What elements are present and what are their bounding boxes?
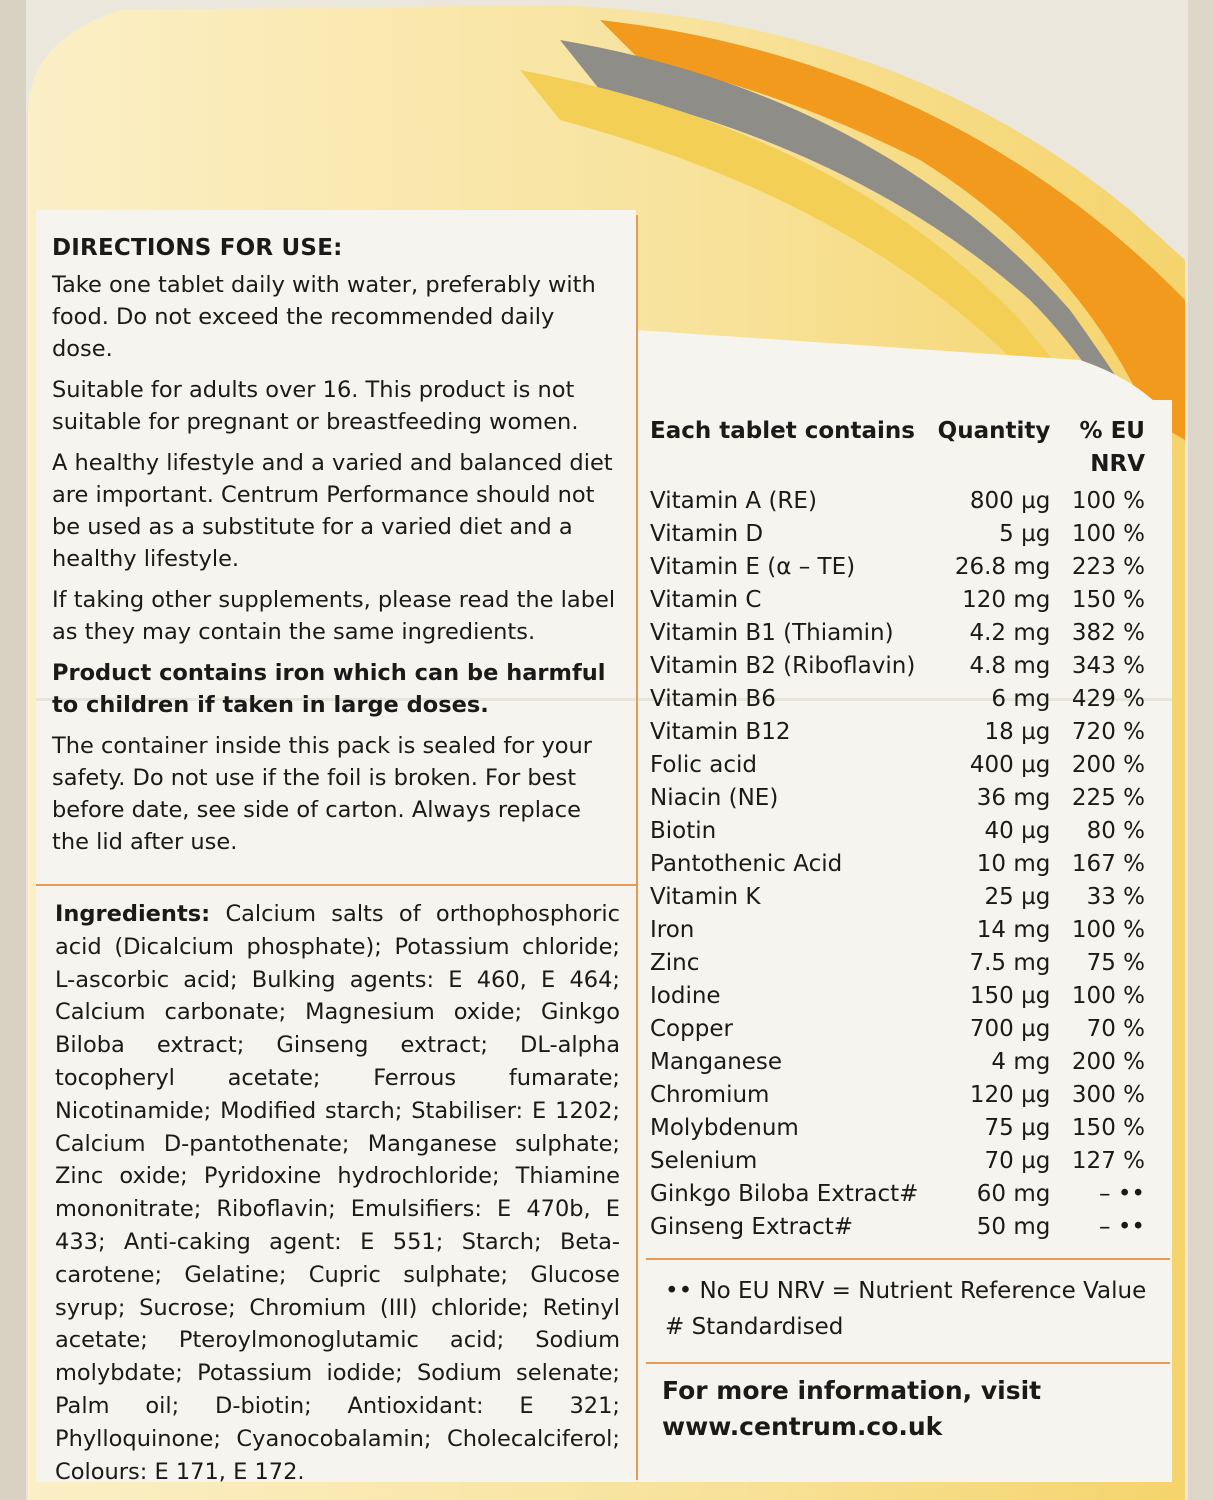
nutrient-name: Selenium	[650, 1148, 758, 1174]
table-row	[650, 1112, 1145, 1145]
table-row	[650, 848, 1145, 881]
table-row	[650, 914, 1145, 947]
nutrient-nrv: 75 %	[1086, 950, 1145, 976]
nutrient-nrv: 223 %	[1071, 554, 1145, 580]
ingredients-label: Ingredients:	[55, 901, 211, 927]
table-row	[650, 485, 1145, 518]
nutrient-nrv: 100 %	[1071, 917, 1145, 943]
nutrient-nrv: 225 %	[1071, 785, 1145, 811]
table-row	[650, 617, 1145, 650]
nutrient-nrv: 167 %	[1071, 851, 1145, 877]
footnote-standardised: # Standardised	[665, 1314, 844, 1340]
table-row	[650, 551, 1145, 584]
nutrition-header-row	[650, 415, 1145, 485]
nutrient-quantity: 26.8 mg	[954, 554, 1051, 580]
nutrient-quantity: 25 µg	[984, 884, 1051, 910]
nutrient-nrv: 100 %	[1071, 983, 1145, 1009]
directions-paragraph: Take one tablet daily with water, preferably with food. Do not exceed the recommended daily dose.	[52, 272, 596, 362]
nutrient-quantity: 14 mg	[976, 917, 1051, 943]
header-name: Each tablet contains	[650, 418, 915, 444]
table-row	[650, 815, 1145, 848]
nutrient-name: Ginseng Extract#	[650, 1214, 854, 1240]
column-divider	[636, 215, 638, 1480]
nutrient-quantity: 36 mg	[976, 785, 1051, 811]
suitability-paragraph: Suitable for adults over 16. This product is not suitable for pregnant or breastfeeding women.	[52, 377, 579, 435]
iron-warning: Product contains iron which can be harmful to children if taken in large doses.	[52, 660, 606, 718]
nutrient-nrv: 100 %	[1071, 521, 1145, 547]
storage-paragraph: The container inside this pack is sealed for your safety. Do not use if the foil is broken. For best before date, see side of carton. Always replace the lid after use.	[52, 733, 593, 855]
nutrient-quantity: 800 µg	[969, 488, 1051, 514]
nutrient-name: Vitamin K	[650, 884, 761, 910]
nutrient-name: Vitamin E (α – TE)	[650, 554, 856, 580]
table-row	[650, 1145, 1145, 1178]
nutrient-quantity: 60 mg	[976, 1181, 1051, 1207]
directions-section	[52, 235, 622, 867]
nutrient-quantity: 120 mg	[962, 587, 1051, 613]
footnotes-divider	[646, 1258, 1170, 1260]
nutrient-quantity: 10 mg	[976, 851, 1051, 877]
table-row	[650, 749, 1145, 782]
ingredients-section	[55, 898, 620, 1488]
nutrient-nrv: – ••	[1099, 1214, 1145, 1240]
nutrient-name: Biotin	[650, 818, 717, 844]
lifestyle-paragraph: A healthy lifestyle and a varied and balanced diet are important. Centrum Performance should not be used as a substitute for a varied diet and a healthy lifestyle.	[52, 450, 613, 572]
nutrient-nrv: 429 %	[1071, 686, 1145, 712]
nutrient-quantity: 120 µg	[969, 1082, 1051, 1108]
nutrient-nrv: 200 %	[1071, 752, 1145, 778]
nutrient-quantity: 18 µg	[984, 719, 1051, 745]
nutrient-quantity: 75 µg	[984, 1115, 1051, 1141]
directions-heading: DIRECTIONS FOR USE:	[52, 235, 343, 261]
table-row	[650, 1013, 1145, 1046]
nutrient-name: Vitamin B12	[650, 719, 791, 745]
table-row	[650, 650, 1145, 683]
more-info-text: For more information, visit	[662, 1376, 1042, 1405]
nutrient-name: Vitamin B2 (Riboflavin)	[650, 653, 916, 679]
nutrient-name: Iodine	[650, 983, 721, 1009]
table-row	[650, 716, 1145, 749]
nutrient-name: Vitamin B1 (Thiamin)	[650, 620, 894, 646]
nutrition-rows	[650, 485, 1145, 1244]
nutrient-quantity: 4.2 mg	[969, 620, 1051, 646]
nutrient-name: Vitamin C	[650, 587, 762, 613]
more-info	[662, 1373, 1162, 1445]
nutrient-nrv: 150 %	[1071, 1115, 1145, 1141]
nutrient-name: Manganese	[650, 1049, 783, 1075]
table-row	[650, 518, 1145, 551]
header-nrv-line1: % EU	[1079, 418, 1145, 444]
footnotes	[665, 1273, 1165, 1345]
website-link[interactable]: www.centrum.co.uk	[662, 1412, 943, 1441]
nutrient-nrv: – ••	[1099, 1181, 1145, 1207]
nutrient-quantity: 5 µg	[999, 521, 1051, 547]
nutrient-name: Vitamin D	[650, 521, 764, 547]
nutrient-name: Pantothenic Acid	[650, 851, 843, 877]
nutrient-name: Zinc	[650, 950, 700, 976]
nutrient-quantity: 150 µg	[969, 983, 1051, 1009]
nutrient-nrv: 80 %	[1086, 818, 1145, 844]
nutrient-nrv: 382 %	[1071, 620, 1145, 646]
nutrient-quantity: 700 µg	[969, 1016, 1051, 1042]
nutrient-quantity: 50 mg	[976, 1214, 1051, 1240]
nutrient-name: Niacin (NE)	[650, 785, 779, 811]
nutrient-name: Molybdenum	[650, 1115, 799, 1141]
table-row	[650, 1046, 1145, 1079]
table-row	[650, 881, 1145, 914]
ingredients-divider	[36, 884, 636, 886]
header-nrv	[1068, 415, 1145, 485]
footnote-nrv: •• No EU NRV = Nutrient Reference Value	[665, 1278, 1147, 1304]
more-info-divider	[646, 1362, 1170, 1364]
table-row	[650, 1178, 1145, 1211]
nutrient-name: Vitamin A (RE)	[650, 488, 817, 514]
nutrient-nrv: 100 %	[1071, 488, 1145, 514]
nutrient-nrv: 150 %	[1071, 587, 1145, 613]
nutrient-name: Vitamin B6	[650, 686, 776, 712]
nutrient-name: Ginkgo Biloba Extract#	[650, 1181, 919, 1207]
nutrient-nrv: 70 %	[1086, 1016, 1145, 1042]
table-row	[650, 782, 1145, 815]
header-nrv-line2: NRV	[1090, 451, 1145, 477]
nutrient-nrv: 343 %	[1071, 653, 1145, 679]
table-row	[650, 683, 1145, 716]
nutrition-table	[650, 415, 1145, 1244]
nutrition-section	[650, 415, 1155, 1244]
table-row	[650, 584, 1145, 617]
nutrient-nrv: 127 %	[1071, 1148, 1145, 1174]
table-row	[650, 980, 1145, 1013]
nutrient-quantity: 400 µg	[969, 752, 1051, 778]
nutrient-nrv: 200 %	[1071, 1049, 1145, 1075]
nutrient-quantity: 70 µg	[984, 1148, 1051, 1174]
nutrient-quantity: 7.5 mg	[969, 950, 1051, 976]
supplements-paragraph: If taking other supplements, please read the label as they may contain the same ingredients.	[52, 587, 616, 645]
nutrient-nrv: 300 %	[1071, 1082, 1145, 1108]
ingredients-text: Calcium salts of orthophosphoric acid (Dicalcium phosphate); Potassium chloride; L-ascorbic acid; Bulking agents: E 460, E 464; Calcium carbonate; Magnesium oxide; Ginkgo Biloba extract; Ginseng extract; DL-alpha tocopheryl acetate; Ferrous fumarate; Nicotinamide; Modified starch; Stabiliser: E 1202; Calcium D-pantothenate; Manganese sulphate; Zinc oxide; Pyridoxine hydrochloride; Thiamine mononitrate; Riboflavin; Emulsifiers: E 470b, E 433; Anti-caking agent: E 551; Starch; Beta-carotene; Gelatine; Cupric sulphate; Glucose syrup; Sucrose; Chromium (III) chloride; Retinyl acetate; Pteroylmonoglutamic acid; Sodium molybdate; Potassium iodide; Sodium selenate; Palm oil; D-biotin; Antioxidant: E 321; Phylloquinone; Cyanocobalamin; Cholecalciferol; Colours: E 171, E 172.	[55, 901, 621, 1485]
nutrient-quantity: 4 mg	[991, 1049, 1051, 1075]
table-row	[650, 1079, 1145, 1112]
nutrient-quantity: 40 µg	[984, 818, 1051, 844]
nutrient-quantity: 4.8 mg	[969, 653, 1051, 679]
nutrient-name: Iron	[650, 917, 695, 943]
nutrient-nrv: 720 %	[1071, 719, 1145, 745]
table-row	[650, 947, 1145, 980]
table-row	[650, 1211, 1145, 1244]
nutrient-name: Copper	[650, 1016, 733, 1042]
header-quantity: Quantity	[937, 418, 1051, 444]
nutrient-quantity: 6 mg	[991, 686, 1051, 712]
nutrient-name: Folic acid	[650, 752, 757, 778]
nutrient-nrv: 33 %	[1086, 884, 1145, 910]
nutrient-name: Chromium	[650, 1082, 770, 1108]
